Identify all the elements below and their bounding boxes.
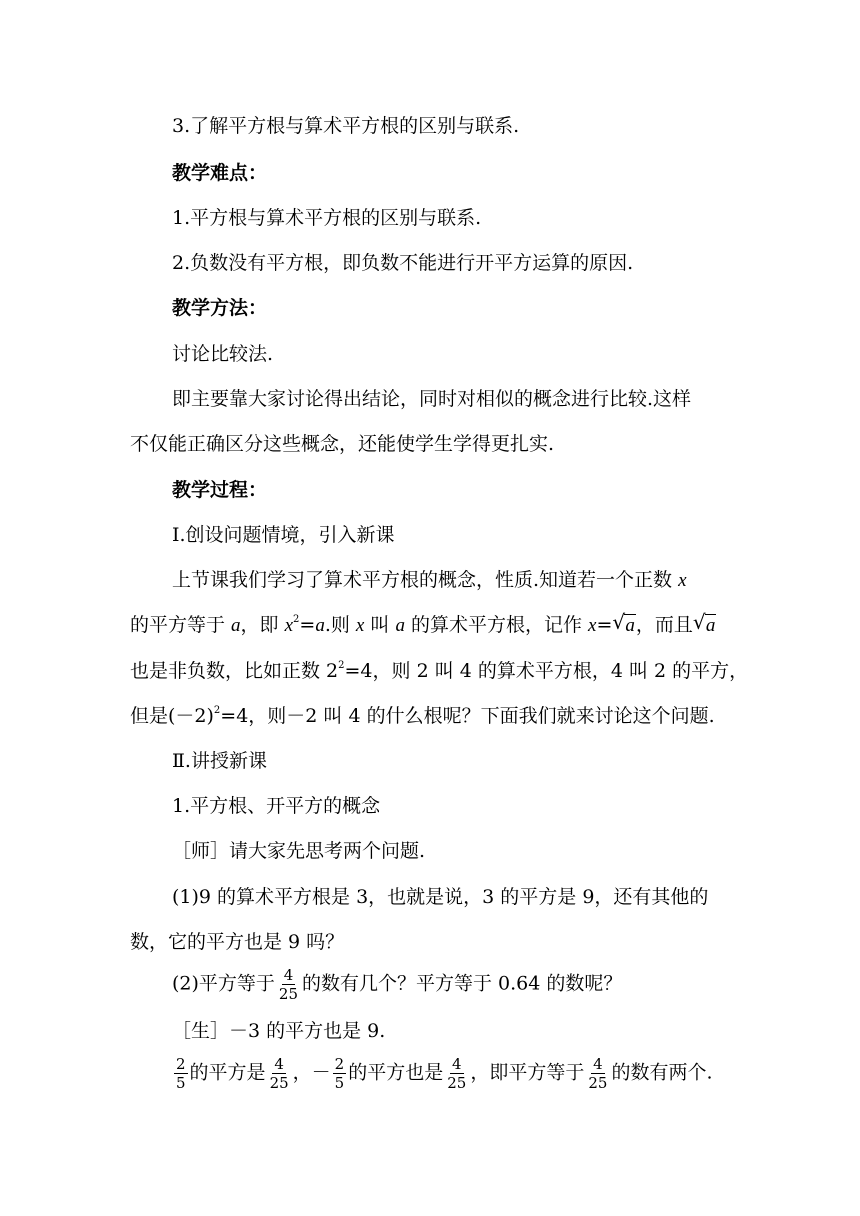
text-span: (2)平方等于 [172,972,275,995]
text-span: ，即平方等于 [470,1061,585,1084]
fraction [268,1055,291,1092]
square-root [693,610,717,641]
section-heading: Ⅰ.创设问题情境，引入新课 [172,524,395,546]
text-span: 上节课我们学习了算术平方根的概念，性质.知道若一个正数 [172,569,679,591]
text-span: 的平方是 [189,1061,266,1084]
text-line [172,966,622,1003]
text-line: 1.平方根与算术平方根的区别与联系. [172,207,482,229]
text-span: ，而且 [635,614,693,636]
text-span: = [596,614,613,636]
radical-sign-icon: √ [692,610,706,634]
text-line [130,656,748,686]
text-span: 叫 [364,614,396,636]
text-span: 但是(－2) [130,705,214,727]
radical-sign-icon: √ [612,610,626,634]
text-span: =4，则－2 叫 4 的什么根呢？下面我们就来讨论这个问题. [220,705,715,727]
text-span: 的平方等于 [130,614,232,636]
text-span: ，－ [292,1061,331,1084]
math-var: a [231,615,241,636]
text-line: ［师］请大家先思考两个问题. [172,840,426,862]
text-span: 的数有几个？平方等于 0.64 的数呢？ [302,972,623,995]
superscript: 2 [338,660,345,671]
text-span: = [299,614,316,636]
numerator: 2 [176,1055,186,1073]
superscript: 2 [213,705,221,716]
text-line: 不仅能正确区分这些概念，还能使学生学得更扎实. [130,433,555,455]
text-line: (1)9 的算术平方根是 3，也就是说，3 的平方是 9，还有其他的 [172,886,709,908]
radicand: a [705,615,716,636]
text-line [130,610,716,641]
numerator: 2 [334,1055,345,1073]
text-line: 3.了解平方根与算术平方根的区别与联系. [172,115,520,137]
math-var: a [395,615,405,636]
numerator: 4 [452,1055,462,1073]
denominator: 5 [334,1074,345,1092]
denominator: 25 [447,1074,467,1092]
heading-teaching-method: 教学方法： [172,297,268,319]
radicand: a [625,615,635,636]
text-line: 数，它的平方也是 9 吗？ [130,931,345,953]
text-span: 的算术平方根，记作 [404,614,589,636]
text-span: .则 [324,614,356,636]
fraction [174,1055,188,1092]
heading-teaching-process: 教学过程： [172,479,268,501]
fraction [445,1055,468,1092]
numerator: 4 [283,966,294,984]
text-line: 2.负数没有平方根，即负数不能进行开平方运算的原因. [172,252,634,274]
math-var: x [284,615,294,636]
text-span: =4，则 2 叫 4 的算术平方根，4 叫 2 的平方， [344,660,749,682]
text-line [172,565,687,596]
denominator: 25 [278,985,299,1003]
text-line: ［生］－3 的平方也是 9. [172,1020,386,1042]
math-var: a [315,615,325,636]
fraction [586,1055,609,1092]
fraction [277,966,300,1003]
numerator: 4 [593,1055,603,1073]
numerator: 4 [274,1055,284,1073]
text-span: 的数有两个. [611,1061,713,1084]
denominator: 25 [269,1074,289,1092]
math-var: x [588,615,597,636]
text-line [172,1055,712,1092]
fraction [333,1055,347,1092]
text-line: 1.平方根、开平方的概念 [172,795,381,817]
math-var: x [678,570,687,591]
math-var: x [355,615,365,636]
square-root [612,610,636,641]
denominator: 5 [176,1074,186,1092]
text-line: 讨论比较法. [172,343,274,365]
text-line [130,701,715,731]
text-span: 也是非负数，比如正数 2 [130,660,339,682]
text-line: 即主要靠大家讨论得出结论，同时对相似的概念进行比较.这样 [172,388,692,410]
superscript: 2 [293,614,300,625]
heading-teaching-difficulty: 教学难点： [172,162,268,184]
text-span: 的平方也是 [348,1061,444,1084]
section-heading: Ⅱ.讲授新课 [172,750,267,772]
text-span: ，即 [240,614,285,636]
denominator: 25 [588,1074,608,1092]
